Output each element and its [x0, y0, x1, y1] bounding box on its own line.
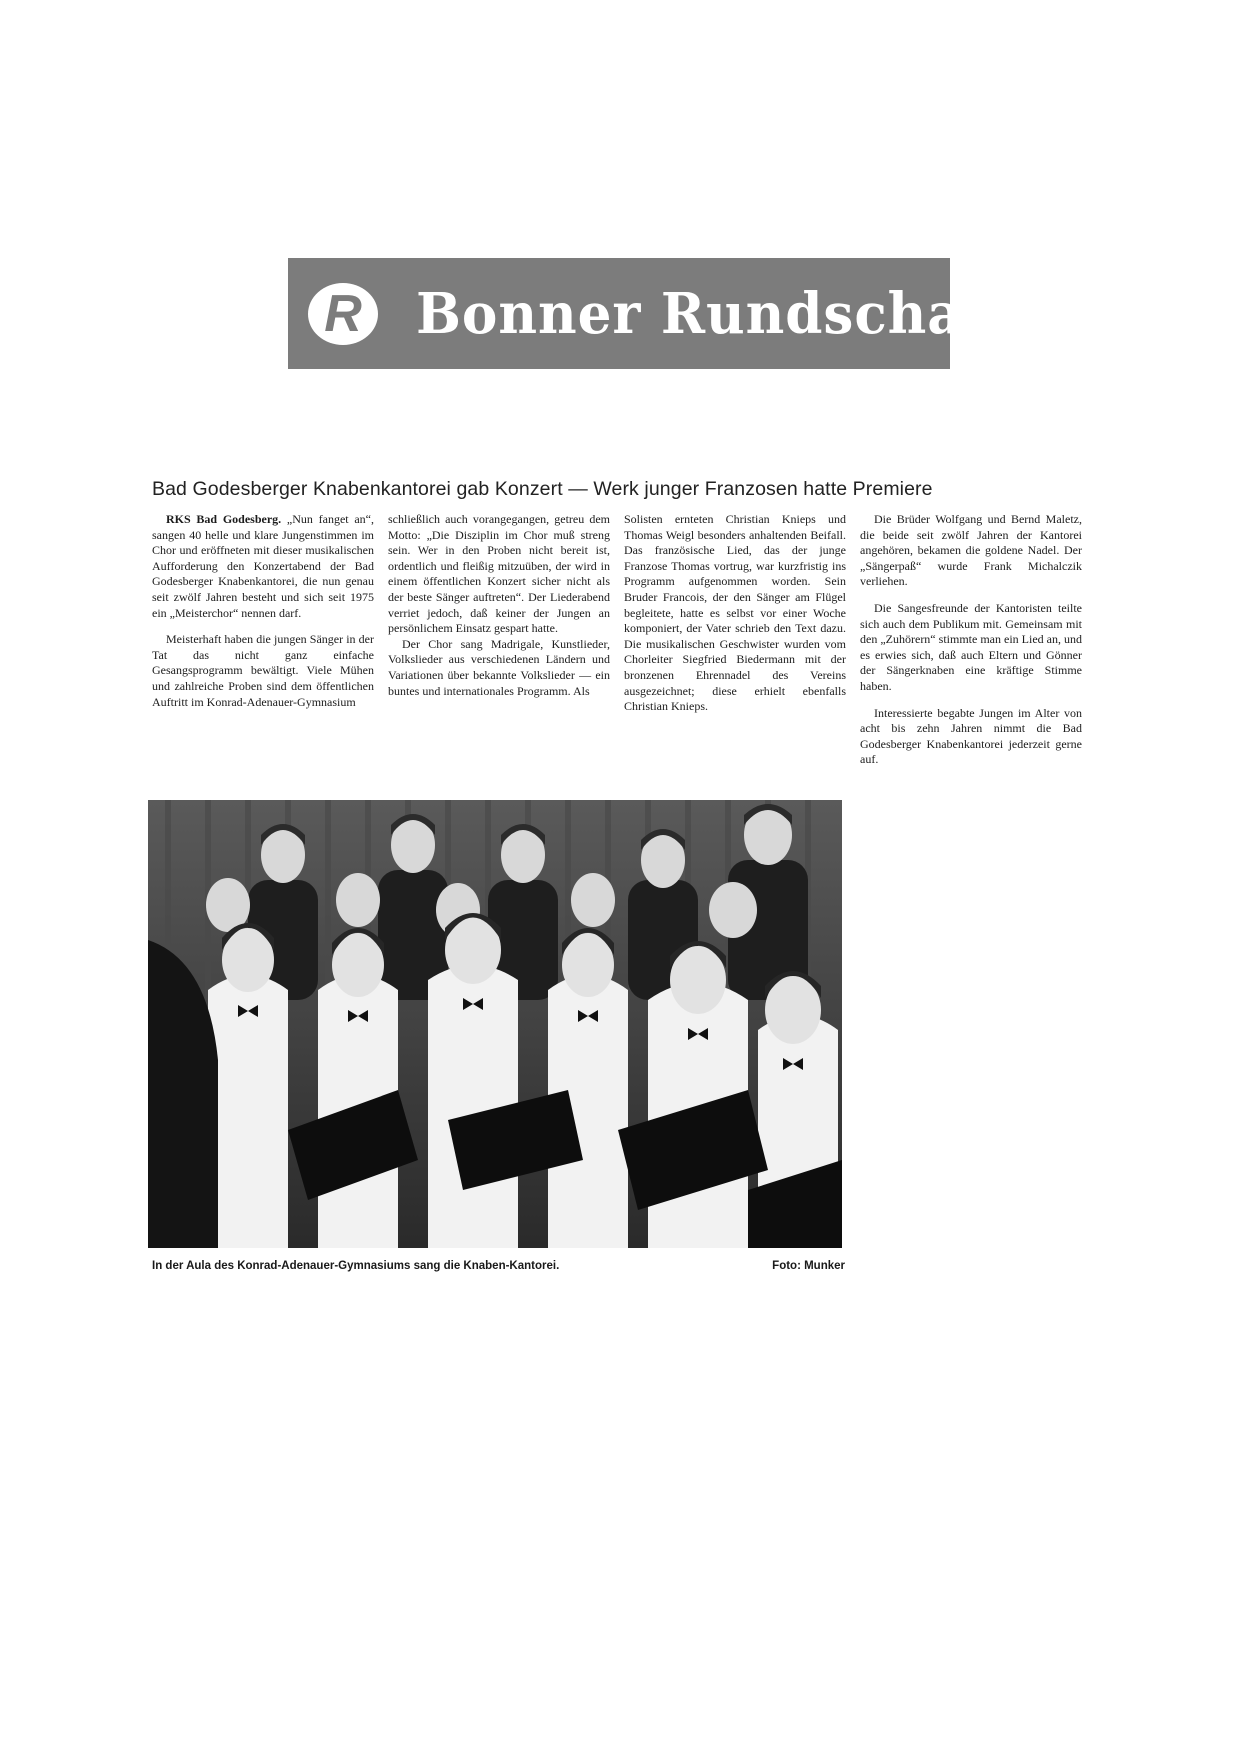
- article-column-3: [624, 512, 846, 715]
- newspaper-name: Bonner Rundschau: [416, 281, 1003, 347]
- paragraph: [152, 512, 374, 621]
- paragraph: Die Brüder Wolfgang und Bernd Maletz, die beide seit zwölf Jahren der Kantorei angehören, bekamen die goldene Nadel. Der „Sängerpaß“ wurde Frank Michalczik verliehen.: [860, 512, 1082, 589]
- article-headline: Bad Godesberger Knabenkantorei gab Konzert — Werk junger Franzosen hatte Premiere: [152, 478, 933, 500]
- paragraph: Meisterhaft haben die jungen Sänger in der Tat das nicht ganz einfache Gesangsprogramm bewältigt. Viele Mühen und zahlreiche Proben sind dem öffentlichen Auftritt im Konrad-Adenauer-Gymnasium: [152, 632, 374, 709]
- article-column-1: [152, 512, 374, 710]
- paragraph: Der Chor sang Madrigale, Kunstlieder, Volkslieder aus verschiedenen Ländern und Variationen über bekannte Volkslieder — ein buntes und internationales Programm. Als: [388, 636, 610, 698]
- dateline: RKS Bad Godesberg.: [166, 512, 282, 526]
- paragraph: Die Sangesfreunde der Kantoristen teilte sich auch dem Publikum mit. Gemeinsam mit den „Zuhörern“ stimmte man ein Lied an, und es erwies sich, daß auch Eltern und Gönner der Sängerknaben eine kräftige Stimme haben.: [860, 600, 1082, 693]
- photo-caption: In der Aula des Konrad-Adenauer-Gymnasiums sang die Knaben-Kantorei.: [152, 1260, 560, 1272]
- paragraph: Interessierte begabte Jungen im Alter von acht bis zehn Jahren nimmt die Bad Godesberger Knabenkantorei jederzeit gerne auf.: [860, 705, 1082, 767]
- choir-photo: [148, 800, 842, 1248]
- photo-credit: Foto: Munker: [772, 1260, 845, 1272]
- article-column-4: [860, 512, 1082, 768]
- article-column-2: [388, 512, 610, 699]
- choir-photo-illustration: [148, 800, 842, 1248]
- photo-caption-row: [152, 1260, 845, 1278]
- paragraph: schließlich auch vorangegangen, getreu dem Motto: „Die Disziplin im Chor muß streng sein. Wer in den Proben nicht bereit ist, ordentlich und fleißig mitzuüben, der wird in einem öffentlichen Konzert sicher nicht als der beste Sänger auftreten“. Der Liederabend verriet jedoch, daß keiner der Jungen an persönlichem Einsatz gespart hatte.: [388, 512, 610, 636]
- logo-r-icon: [308, 283, 378, 345]
- paragraph: Solisten ernteten Christian Knieps und Thomas Weigl besonders anhaltenden Beifall. Das französische Lied, das der junge Franzose Thomas vortrug, war kurzfristig ins Programm aufgenommen worden. Sein Bruder Francois, der den Sänger am Flügel begleitete, hatte es selbst vor einer Woche komponiert, der Vater schrieb den Text dazu. Die musikalischen Geschwister wurden vom Chorleiter Siegfried Biedermann mit der bronzenen Ehrennadel des Vereins ausgezeichnet; diese erhielt ebenfalls Christian Knieps.: [624, 512, 846, 714]
- masthead: [288, 258, 1003, 369]
- logo-letter: R: [324, 285, 362, 343]
- paragraph-text: „Nun fanget an“, sangen 40 helle und klare Jungenstimmen im Chor und eröffneten mit dieser musikalischen Aufforderung den Konzertabend der Bad Godesberger Knabenkantorei, die nun genau seit zwölf Jahren besteht und sich seit 1975 ein „Meisterchor“ nennen darf.: [152, 512, 374, 620]
